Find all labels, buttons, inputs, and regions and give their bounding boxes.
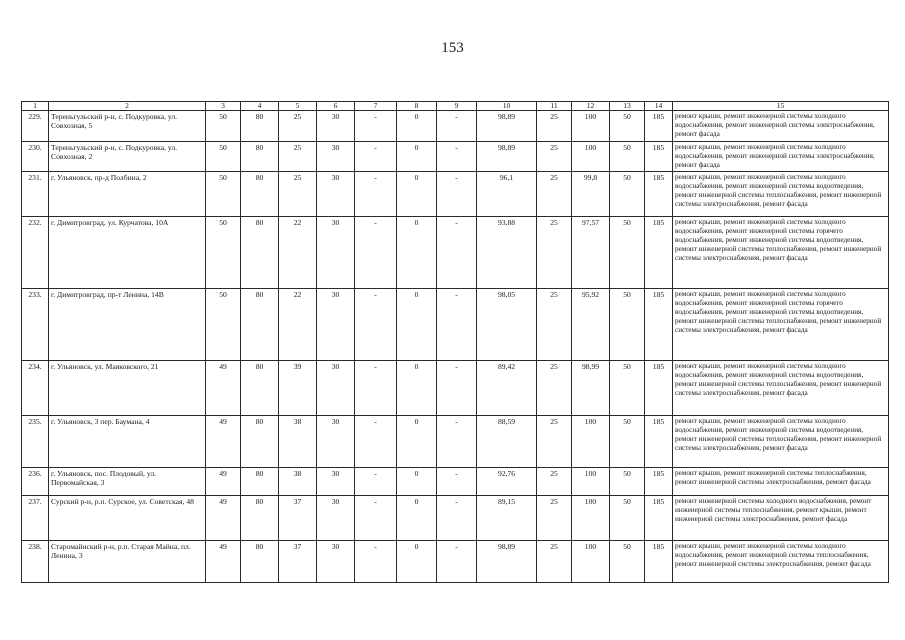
column-number-row [22,102,889,111]
col-5-value: 38 [279,468,317,496]
col-3-value: 49 [206,496,241,541]
col-3-value: 50 [206,217,241,289]
col-6-value: 30 [317,361,355,416]
page-number: 153 [441,40,464,56]
col-5-value: 38 [279,416,317,468]
col-7-value: - [355,289,397,361]
col-4-value: 80 [241,111,279,142]
col-4-value: 80 [241,142,279,172]
works-list: ремонт крыши, ремонт инженерной системы холодного водоснабжения, ремонт инженерной системы электроснабжения, ремонт фасада [673,142,889,172]
col-6-value: 30 [317,541,355,583]
table-row [22,172,889,217]
column-header: 1 [22,102,49,111]
col-8-value: 0 [397,142,437,172]
col-6-value: 30 [317,468,355,496]
col-11-value: 25 [537,217,572,289]
row-number: 235. [22,416,49,468]
col-5-value: 39 [279,361,317,416]
works-list: ремонт крыши, ремонт инженерной системы теплоснабжения, ремонт инженерной системы электроснабжения, ремонт фасада [673,468,889,496]
col-9-value: - [437,496,477,541]
address: Старомайнский р-н, р.п. Старая Майна, пл. Ленина, 3 [49,541,206,583]
col-14-value: 185 [645,468,673,496]
col-11-value: 25 [537,416,572,468]
row-number: 238. [22,541,49,583]
col-8-value: 0 [397,416,437,468]
col-5-value: 25 [279,142,317,172]
address: Сурский р-н, р.п. Сурское, ул. Советская, 48 [49,496,206,541]
col-4-value: 80 [241,289,279,361]
col-12-value: 98,99 [572,361,610,416]
col-12-value: 100 [572,496,610,541]
works-list: ремонт крыши, ремонт инженерной системы холодного водоснабжения, ремонт инженерной системы электроснабжения, ремонт фасада [673,111,889,142]
col-10-value: 88,59 [477,416,537,468]
col-5-value: 22 [279,289,317,361]
col-8-value: 0 [397,289,437,361]
column-header: 3 [206,102,241,111]
col-10-value: 93,88 [477,217,537,289]
col-3-value: 50 [206,111,241,142]
col-6-value: 30 [317,416,355,468]
works-list: ремонт крыши, ремонт инженерной системы холодного водоснабжения, ремонт инженерной системы водоотведения, ремонт инженерной системы теплоснабжения, ремонт инженерной системы электроснабжения, ремонт фасада [673,172,889,217]
col-8-value: 0 [397,111,437,142]
col-14-value: 185 [645,289,673,361]
column-header: 12 [572,102,610,111]
col-11-value: 25 [537,541,572,583]
col-12-value: 100 [572,111,610,142]
col-11-value: 25 [537,142,572,172]
col-4-value: 80 [241,468,279,496]
col-14-value: 185 [645,217,673,289]
row-number: 236. [22,468,49,496]
col-3-value: 50 [206,172,241,217]
col-13-value: 50 [610,496,645,541]
col-5-value: 25 [279,111,317,142]
row-number: 231. [22,172,49,217]
col-7-value: - [355,361,397,416]
col-6-value: 30 [317,111,355,142]
col-3-value: 49 [206,468,241,496]
table-row [22,541,889,583]
col-13-value: 50 [610,142,645,172]
col-12-value: 100 [572,541,610,583]
column-header: 4 [241,102,279,111]
col-4-value: 80 [241,361,279,416]
col-10-value: 92,76 [477,468,537,496]
col-11-value: 25 [537,289,572,361]
table-row [22,217,889,289]
col-14-value: 185 [645,496,673,541]
works-list: ремонт крыши, ремонт инженерной системы холодного водоснабжения, ремонт инженерной системы теплоснабжения, ремонт инженерной системы электроснабжения, ремонт фасада [673,541,889,583]
col-5-value: 22 [279,217,317,289]
col-12-value: 100 [572,142,610,172]
col-11-value: 25 [537,468,572,496]
col-7-value: - [355,111,397,142]
repair-program-table [21,101,889,583]
row-number: 234. [22,361,49,416]
col-6-value: 30 [317,217,355,289]
col-9-value: - [437,172,477,217]
col-7-value: - [355,142,397,172]
address: г. Димитровград, пр-т Ленина, 14В [49,289,206,361]
col-7-value: - [355,496,397,541]
column-header: 9 [437,102,477,111]
col-10-value: 96,1 [477,172,537,217]
column-header: 5 [279,102,317,111]
table-row [22,361,889,416]
row-number: 233. [22,289,49,361]
col-8-value: 0 [397,172,437,217]
col-6-value: 30 [317,289,355,361]
col-9-value: - [437,217,477,289]
col-7-value: - [355,416,397,468]
column-header: 2 [49,102,206,111]
col-5-value: 37 [279,496,317,541]
col-4-value: 80 [241,217,279,289]
col-7-value: - [355,217,397,289]
row-number: 229. [22,111,49,142]
table-row [22,468,889,496]
address: г. Ульяновск, 3 пер. Баумана, 4 [49,416,206,468]
address: г. Ульяновск, пос. Плодовый, ул. Первомайская, 3 [49,468,206,496]
col-14-value: 185 [645,361,673,416]
col-11-value: 25 [537,496,572,541]
col-8-value: 0 [397,217,437,289]
address: г. Ульяновск, ул. Маяковского, 21 [49,361,206,416]
table-row [22,111,889,142]
col-13-value: 50 [610,111,645,142]
col-13-value: 50 [610,541,645,583]
col-9-value: - [437,111,477,142]
col-8-value: 0 [397,361,437,416]
works-list: ремонт крыши, ремонт инженерной системы холодного водоснабжения, ремонт инженерной системы горячего водоснабжения, ремонт инженерной системы водоотведения, ремонт инженерной системы теплоснабжения, ремонт инженерной системы электроснабжения, ремонт фасада [673,289,889,361]
address: г. Димитровград, ул. Курчатова, 10А [49,217,206,289]
col-14-value: 185 [645,541,673,583]
col-3-value: 50 [206,289,241,361]
col-5-value: 37 [279,541,317,583]
col-13-value: 50 [610,361,645,416]
col-10-value: 98,89 [477,142,537,172]
col-10-value: 89,15 [477,496,537,541]
table-row [22,289,889,361]
column-header: 10 [477,102,537,111]
table-row [22,142,889,172]
col-6-value: 30 [317,142,355,172]
col-13-value: 50 [610,172,645,217]
column-header: 11 [537,102,572,111]
col-12-value: 97,57 [572,217,610,289]
col-3-value: 49 [206,361,241,416]
column-header: 14 [645,102,673,111]
col-4-value: 80 [241,541,279,583]
col-7-value: - [355,172,397,217]
works-list: ремонт крыши, ремонт инженерной системы холодного водоснабжения, ремонт инженерной системы водоотведения, ремонт инженерной системы теплоснабжения, ремонт инженерной системы электроснабжения, ремонт фасада [673,416,889,468]
col-12-value: 100 [572,416,610,468]
col-9-value: - [437,416,477,468]
col-4-value: 80 [241,416,279,468]
col-8-value: 0 [397,468,437,496]
works-list: ремонт крыши, ремонт инженерной системы холодного водоснабжения, ремонт инженерной системы водоотведения, ремонт инженерной системы теплоснабжения, ремонт инженерной системы электроснабжения, ремонт фасада [673,361,889,416]
col-5-value: 25 [279,172,317,217]
col-4-value: 80 [241,496,279,541]
works-list: ремонт крыши, ремонт инженерной системы холодного водоснабжения, ремонт инженерной системы горячего водоснабжения, ремонт инженерной системы водоотведения, ремонт инженерной системы теплоснабжения, ремонт инженерной системы электроснабжения, ремонт фасада [673,217,889,289]
col-11-value: 25 [537,361,572,416]
works-list: ремонт инженерной системы холодного водоснабжения, ремонт инженерной системы теплоснабжения, ремонт крыши, ремонт инженерной системы электроснабжения, ремонт фасада [673,496,889,541]
col-6-value: 30 [317,496,355,541]
col-14-value: 185 [645,416,673,468]
col-13-value: 50 [610,468,645,496]
col-14-value: 185 [645,172,673,217]
col-3-value: 49 [206,541,241,583]
column-header: 15 [673,102,889,111]
col-13-value: 50 [610,416,645,468]
col-10-value: 98,89 [477,541,537,583]
col-10-value: 98,05 [477,289,537,361]
col-9-value: - [437,361,477,416]
col-7-value: - [355,468,397,496]
col-11-value: 25 [537,111,572,142]
column-header: 8 [397,102,437,111]
col-9-value: - [437,541,477,583]
col-8-value: 0 [397,496,437,541]
column-header: 6 [317,102,355,111]
col-13-value: 50 [610,289,645,361]
col-9-value: - [437,468,477,496]
col-7-value: - [355,541,397,583]
table-row [22,496,889,541]
col-3-value: 49 [206,416,241,468]
col-11-value: 25 [537,172,572,217]
col-10-value: 89,42 [477,361,537,416]
col-9-value: - [437,289,477,361]
col-10-value: 98,89 [477,111,537,142]
row-number: 237. [22,496,49,541]
col-14-value: 185 [645,111,673,142]
row-number: 232. [22,217,49,289]
column-header: 13 [610,102,645,111]
col-12-value: 99,8 [572,172,610,217]
col-13-value: 50 [610,217,645,289]
col-3-value: 50 [206,142,241,172]
address: г. Ульяновск, пр-д Полбина, 2 [49,172,206,217]
table-row [22,416,889,468]
address: Тереньгульский р-н, с. Подкуровка, ул. Совхозная, 5 [49,111,206,142]
col-4-value: 80 [241,172,279,217]
col-14-value: 185 [645,142,673,172]
col-8-value: 0 [397,541,437,583]
col-6-value: 30 [317,172,355,217]
col-12-value: 95,92 [572,289,610,361]
column-header: 7 [355,102,397,111]
address: Тереньгульский р-н, с. Подкуровка, ул. Совхозная, 2 [49,142,206,172]
col-9-value: - [437,142,477,172]
row-number: 230. [22,142,49,172]
col-12-value: 100 [572,468,610,496]
